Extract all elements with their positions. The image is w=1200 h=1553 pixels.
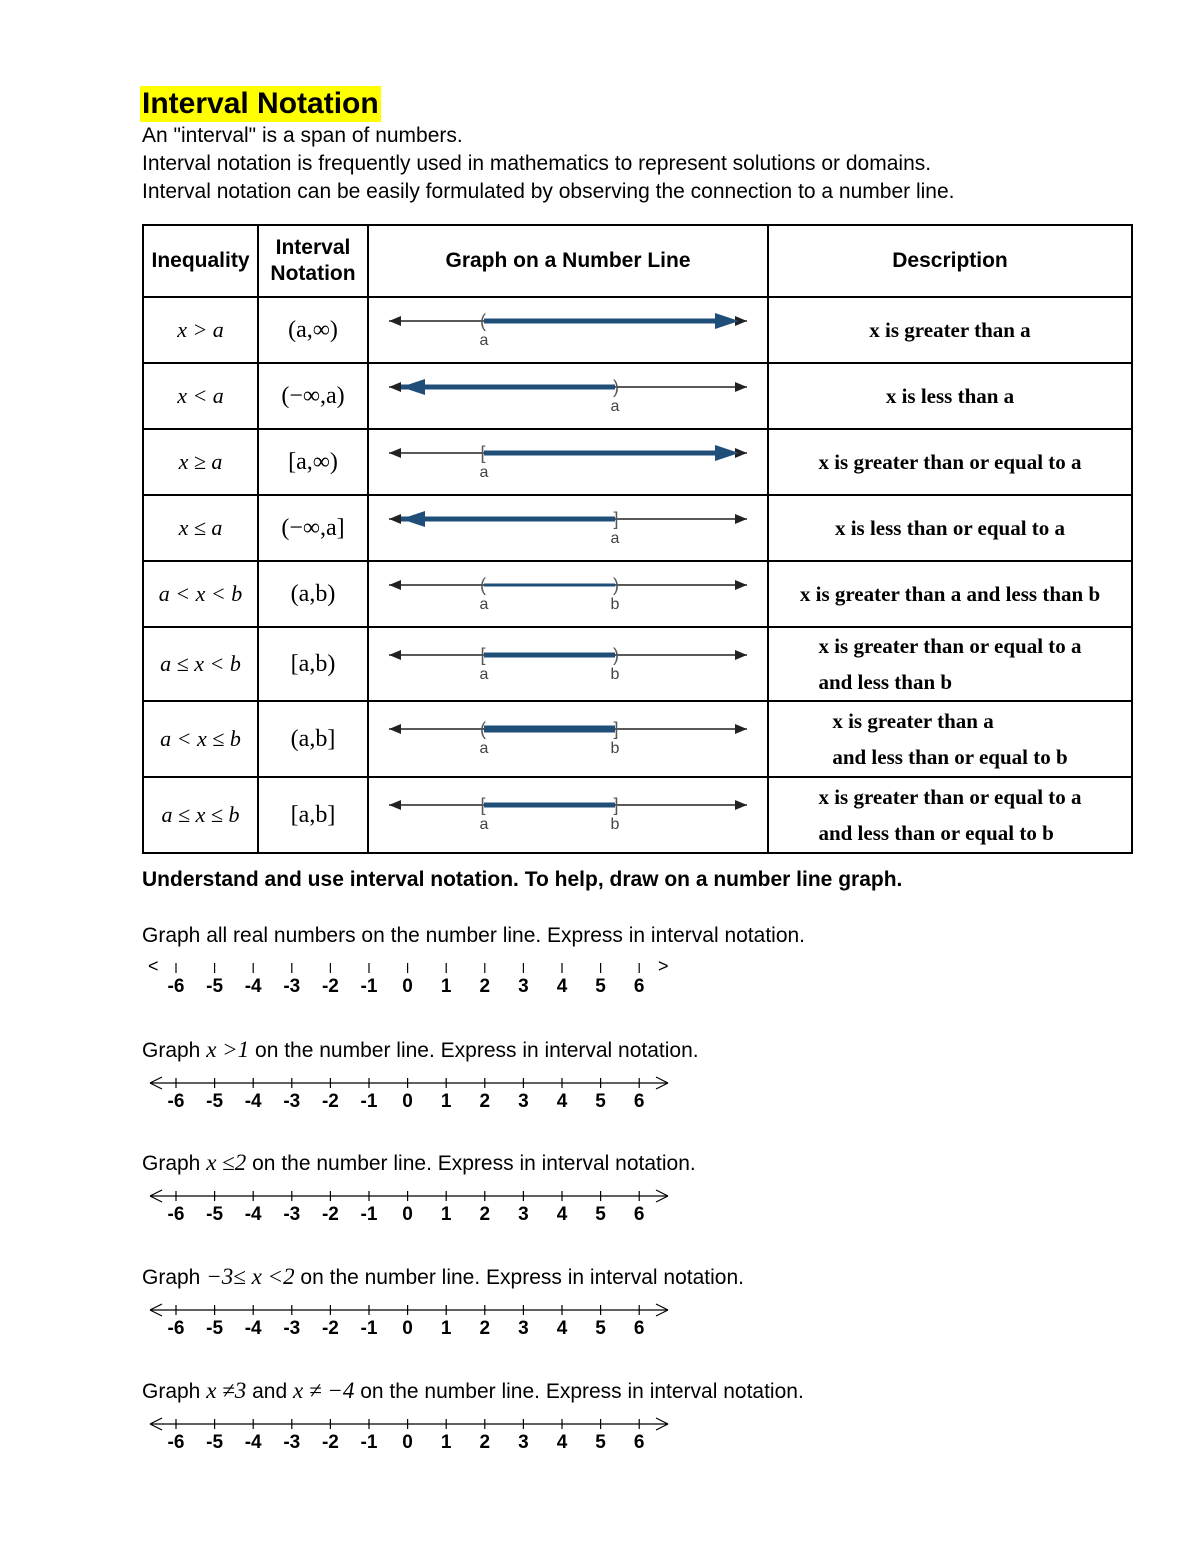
endpoint-mark: ]	[613, 509, 619, 529]
tick-label: -6	[167, 1091, 185, 1112]
description-cell	[768, 297, 1132, 363]
tick-label: -5	[206, 1432, 224, 1453]
intro-line-3: Interval notation can be easily formulated by observing the connection to a number line.	[142, 180, 955, 203]
table-row	[143, 495, 1132, 561]
tick-label: 1	[440, 976, 452, 997]
tick-label: 5	[595, 1432, 606, 1453]
table-row	[143, 627, 1132, 701]
notation-cell: (−∞,a)	[258, 363, 368, 429]
tick-label: 0	[402, 1432, 413, 1453]
description-lines	[835, 510, 1065, 546]
tick-label: -5	[206, 976, 224, 997]
tick-label: 2	[479, 1091, 491, 1112]
tick-label: 5	[595, 1318, 606, 1339]
prompt-text-after: on the number line. Express in interval notation.	[294, 1266, 744, 1289]
axis-left-arrow	[389, 316, 401, 326]
tick-label: 5	[595, 1204, 606, 1225]
tick-label: 2	[479, 1432, 491, 1453]
graph-cell	[368, 701, 768, 777]
description-line: and less than b	[818, 670, 953, 694]
tick-label: -5	[206, 1091, 224, 1112]
number-line-graph	[369, 431, 767, 493]
tick-label: 4	[556, 1204, 568, 1225]
table-row	[143, 363, 1132, 429]
table-row	[143, 297, 1132, 363]
header-notation-line-2: Notation	[270, 262, 356, 285]
endpoint-mark: [	[480, 443, 486, 463]
description-line: x is greater than or equal to a	[818, 785, 1082, 809]
notation-cell: (a,b]	[258, 701, 368, 777]
exercise	[142, 1036, 1132, 1113]
axis-left-arrow	[389, 800, 401, 810]
description-line: and less than or equal to b	[832, 745, 1068, 769]
description-line: x is greater than a	[832, 709, 994, 733]
prompt-text-after: on the number line. Express in interval notation.	[354, 1380, 804, 1403]
table-header-row	[143, 225, 1132, 297]
number-line-graph	[369, 563, 767, 625]
interval-arrowhead	[715, 445, 739, 461]
tick-label: 3	[518, 1091, 529, 1112]
prompt-text-middle: and	[246, 1380, 294, 1403]
axis-left-arrow	[389, 650, 401, 660]
header-inequality: Inequality	[143, 225, 258, 297]
description-cell	[768, 495, 1132, 561]
tick-label: -2	[321, 1318, 339, 1339]
tick-label: 1	[440, 1204, 452, 1225]
label-a: a	[479, 596, 489, 613]
endpoint-mark: ]	[613, 795, 619, 815]
tick-label: -6	[167, 1432, 185, 1453]
header-notation-line-1: Interval	[275, 236, 351, 259]
prompt-math: −3≤ x <2	[206, 1264, 295, 1289]
axis-right-arrow	[735, 724, 747, 734]
description-lines	[818, 444, 1081, 480]
blank-number-line[interactable]	[142, 1410, 682, 1454]
prompt-text: Graph all real numbers on the number line. Express in interval notation.	[142, 924, 806, 947]
tick-label: 5	[595, 1091, 606, 1112]
description-line: x is greater than a and less than b	[799, 582, 1101, 606]
description-lines	[886, 378, 1014, 414]
inequality-cell: x > a	[143, 297, 258, 363]
table-body	[143, 297, 1132, 853]
tick-label: 1	[440, 1432, 452, 1453]
endpoint-mark: [	[480, 795, 486, 815]
graph-cell	[368, 297, 768, 363]
description-lines	[869, 312, 1030, 348]
prompt-math: x ≠3	[206, 1378, 247, 1403]
label-b: b	[610, 816, 620, 833]
section-heading: Understand and use interval notation. To help, draw on a number line graph.	[142, 868, 903, 891]
tick-label: 1	[440, 1091, 452, 1112]
tick-label: 6	[633, 1432, 645, 1453]
label-a: a	[479, 332, 489, 349]
number-line-graph	[369, 497, 767, 559]
tick-label: -1	[360, 1091, 378, 1112]
exercise-prompt	[142, 1377, 1132, 1406]
tick-label: -1	[360, 976, 378, 997]
axis-left-arrow	[389, 448, 401, 458]
number-line-graph	[369, 631, 767, 697]
description-cell	[768, 627, 1132, 701]
description-cell	[768, 429, 1132, 495]
prompt-text: Graph	[142, 1152, 207, 1175]
prompt-text-after: on the number line. Express in interval notation.	[246, 1152, 696, 1175]
tick-label: 6	[633, 1091, 645, 1112]
header-description: Description	[768, 225, 1132, 297]
label-a: a	[479, 666, 489, 683]
tick-label: -1	[360, 1318, 378, 1339]
number-line-graph	[369, 779, 767, 851]
interval-arrowhead	[715, 313, 739, 329]
prompt-text: Graph	[142, 1039, 207, 1062]
prompt-math-2: x ≠ −4	[293, 1378, 355, 1403]
inequality-cell: a < x ≤ b	[143, 701, 258, 777]
tick-label: 4	[556, 976, 568, 997]
notation-cell: [a,b)	[258, 627, 368, 701]
graph-cell	[368, 429, 768, 495]
exercise	[142, 1377, 1132, 1454]
blank-number-line[interactable]	[142, 1296, 682, 1340]
description-line: x is greater than or equal to a	[818, 450, 1082, 474]
left-arrow-icon: <	[148, 956, 159, 976]
description-line: x is greater than a	[869, 318, 1031, 342]
description-cell	[768, 363, 1132, 429]
table-row	[143, 561, 1132, 627]
axis-right-arrow	[735, 514, 747, 524]
endpoint-mark: [	[480, 645, 486, 665]
tick-label: -5	[206, 1318, 224, 1339]
tick-label: -3	[283, 1204, 301, 1225]
tick-label: -1	[360, 1432, 378, 1453]
inequality-cell: a < x < b	[143, 561, 258, 627]
tick-label: -6	[167, 1318, 185, 1339]
exercise	[142, 1149, 1132, 1226]
description-lines	[832, 703, 1067, 775]
intro-text	[142, 122, 1132, 206]
blank-number-line[interactable]	[142, 1182, 682, 1226]
label-b: b	[610, 740, 620, 757]
prompt-math: x ≤2	[206, 1150, 247, 1175]
endpoint-mark: )	[613, 575, 619, 595]
tick-label: 2	[479, 976, 491, 997]
tick-label: -1	[360, 1204, 378, 1225]
tick-label: 0	[402, 1091, 413, 1112]
tick-label: 6	[633, 1204, 645, 1225]
label-a: a	[479, 740, 489, 757]
tick-label: 5	[595, 976, 606, 997]
table-row	[143, 701, 1132, 777]
tick-label: -2	[321, 1432, 339, 1453]
axis-right-arrow	[735, 800, 747, 810]
description-line: x is less than or equal to a	[834, 516, 1066, 540]
endpoint-mark: (	[480, 311, 486, 331]
axis-left-arrow	[389, 580, 401, 590]
table-row	[143, 777, 1132, 853]
tick-label: -5	[206, 1204, 224, 1225]
tick-label: 4	[556, 1432, 568, 1453]
label-b: b	[610, 596, 620, 613]
exercise-prompt	[142, 1036, 1132, 1065]
tick-label: 0	[402, 1204, 413, 1225]
description-lines	[818, 779, 1081, 851]
graph-cell	[368, 777, 768, 853]
tick-label: -2	[321, 976, 339, 997]
intro-line-2: Interval notation is frequently used in mathematics to represent solutions or domains.	[142, 152, 932, 175]
graph-cell	[368, 495, 768, 561]
tick-label: -4	[244, 1204, 262, 1225]
label-b: b	[610, 666, 620, 683]
inequality-cell: x < a	[143, 363, 258, 429]
notation-cell: [a,b]	[258, 777, 368, 853]
notation-cell: (−∞,a]	[258, 495, 368, 561]
interval-arrowhead	[401, 511, 425, 527]
tick-label: -4	[244, 1432, 262, 1453]
description-line: and less than or equal to b	[818, 821, 1054, 845]
tick-label: -2	[321, 1091, 339, 1112]
description-line: x is greater than or equal to a	[818, 634, 1082, 658]
worksheet-page	[142, 86, 1132, 1453]
tick-label: 0	[402, 976, 413, 997]
prompt-math: x >1	[206, 1037, 250, 1062]
tick-label: 6	[633, 1318, 645, 1339]
exercise	[142, 922, 1132, 998]
graph-cell	[368, 363, 768, 429]
axis-left-arrow	[389, 724, 401, 734]
tick-label: -6	[167, 976, 185, 997]
prompt-text: Graph	[142, 1380, 207, 1403]
label-a: a	[479, 464, 489, 481]
header-graph: Graph on a Number Line	[368, 225, 768, 297]
number-line-graph	[369, 365, 767, 427]
label-a: a	[479, 816, 489, 833]
tick-label: 0	[402, 1318, 413, 1339]
axis-right-arrow	[735, 580, 747, 590]
axis-left-arrow	[389, 514, 401, 524]
header-interval-notation	[258, 225, 368, 297]
inequality-cell: a ≤ x < b	[143, 627, 258, 701]
interval-arrowhead	[401, 379, 425, 395]
graph-cell	[368, 561, 768, 627]
blank-number-line[interactable]	[142, 954, 682, 998]
tick-label: -2	[321, 1204, 339, 1225]
endpoint-mark: )	[613, 645, 619, 665]
tick-label: -3	[283, 1318, 301, 1339]
tick-label: -3	[283, 1432, 301, 1453]
tick-label: 4	[556, 1091, 568, 1112]
notation-cell: (a,b)	[258, 561, 368, 627]
endpoint-mark: ]	[613, 719, 619, 739]
interval-notation-table	[142, 224, 1133, 854]
right-arrow-icon: >	[658, 956, 669, 976]
exercise	[142, 1263, 1132, 1340]
description-cell	[768, 561, 1132, 627]
page-title: Interval Notation	[142, 87, 379, 120]
endpoint-mark: )	[613, 377, 619, 397]
description-lines	[818, 628, 1081, 700]
graph-cell	[368, 627, 768, 701]
inequality-cell: a ≤ x ≤ b	[143, 777, 258, 853]
label-a: a	[610, 398, 620, 415]
description-cell	[768, 701, 1132, 777]
description-lines	[800, 576, 1100, 612]
tick-label: 3	[518, 1204, 529, 1225]
prompt-text-after: on the number line. Express in interval notation.	[249, 1039, 699, 1062]
exercise-prompt	[142, 1263, 1132, 1292]
endpoint-mark: (	[480, 719, 486, 739]
number-line-graph	[369, 299, 767, 361]
label-a: a	[610, 530, 620, 547]
endpoint-mark: (	[480, 575, 486, 595]
notation-cell: (a,∞)	[258, 297, 368, 363]
exercise-prompt	[142, 922, 1132, 950]
axis-right-arrow	[735, 382, 747, 392]
axis-left-arrow	[389, 382, 401, 392]
tick-label: 1	[440, 1318, 452, 1339]
table-row	[143, 429, 1132, 495]
intro-line-1: An "interval" is a span of numbers.	[142, 124, 463, 147]
notation-cell: [a,∞)	[258, 429, 368, 495]
prompt-text: Graph	[142, 1266, 207, 1289]
tick-label: -4	[244, 1318, 262, 1339]
tick-label: -4	[244, 1091, 262, 1112]
tick-label: 2	[479, 1318, 491, 1339]
tick-label: -3	[283, 976, 301, 997]
description-cell	[768, 777, 1132, 853]
number-line-graph	[369, 703, 767, 775]
exercise-prompt	[142, 1149, 1132, 1178]
inequality-cell: x ≤ a	[143, 495, 258, 561]
description-line: x is less than a	[885, 384, 1015, 408]
axis-right-arrow	[735, 650, 747, 660]
blank-number-line[interactable]	[142, 1069, 682, 1113]
tick-label: 3	[518, 976, 529, 997]
tick-label: 3	[518, 1318, 529, 1339]
tick-label: -3	[283, 1091, 301, 1112]
tick-label: -4	[244, 976, 262, 997]
inequality-cell: x ≥ a	[143, 429, 258, 495]
tick-label: 4	[556, 1318, 568, 1339]
tick-label: 2	[479, 1204, 491, 1225]
tick-label: -6	[167, 1204, 185, 1225]
tick-label: 3	[518, 1432, 529, 1453]
tick-label: 6	[633, 976, 645, 997]
